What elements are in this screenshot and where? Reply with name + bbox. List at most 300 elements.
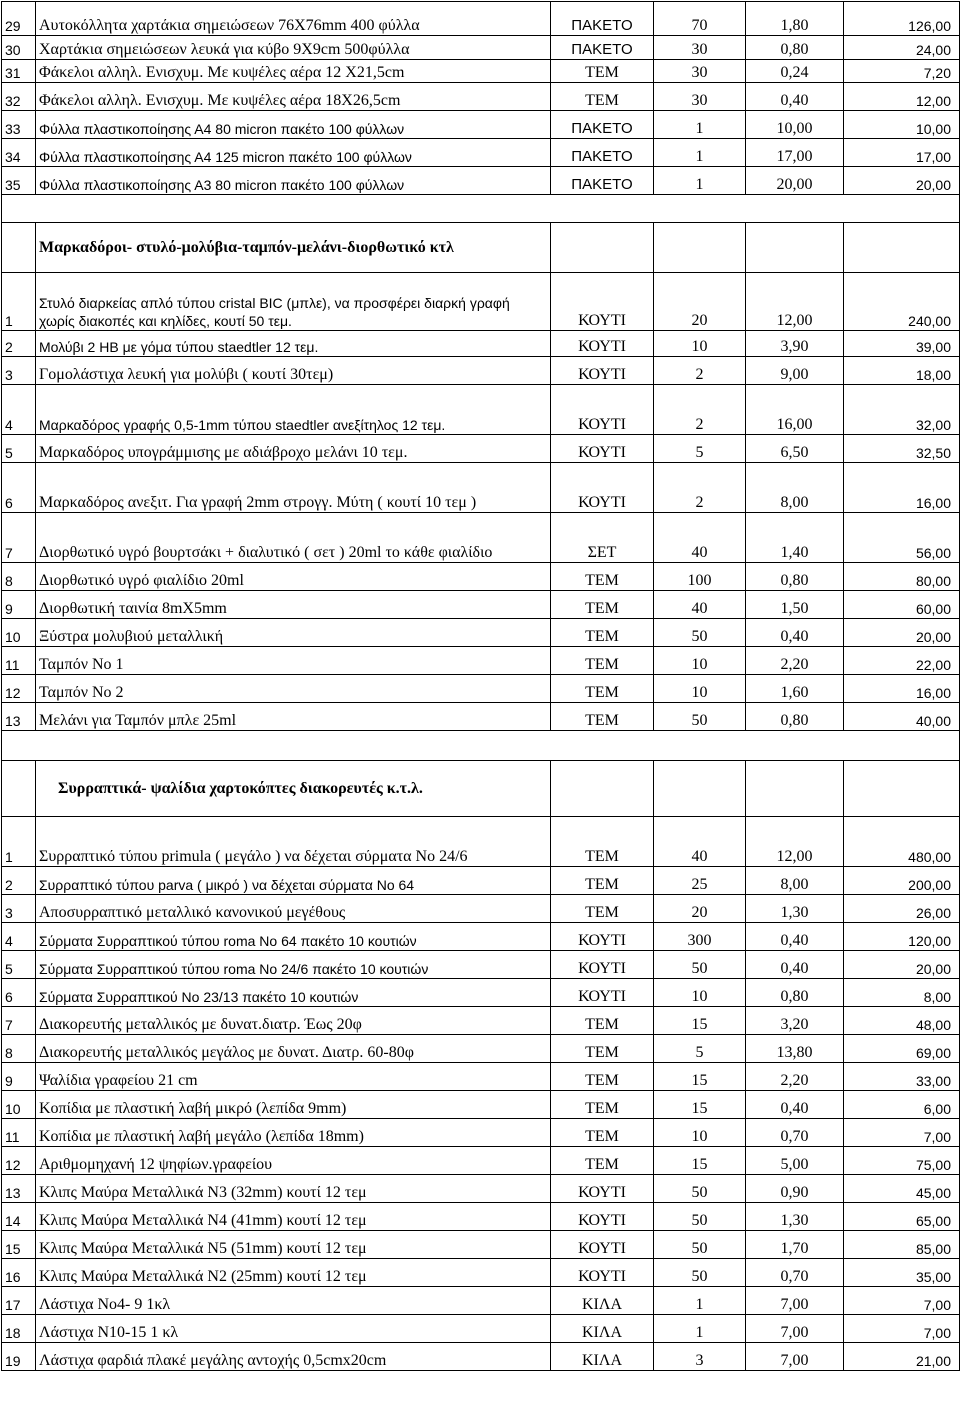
- table-row: [2, 463, 960, 513]
- price-cell: 13,80: [746, 1035, 844, 1063]
- table-row: [2, 1315, 960, 1343]
- spacer-cell: [551, 195, 654, 223]
- item-description: Φύλλα πλαστικοποίησης Α4 125 micron πακέτο 100 φύλλων: [36, 139, 551, 167]
- unit-cell: ΠΑΚΕΤΟ: [551, 111, 654, 139]
- price-table: [1, 1, 960, 1371]
- item-description: Αποσυρραπτικό μεταλλικό κανονικού μεγέθους: [36, 895, 551, 923]
- unit-cell: ΚΙΛΑ: [551, 1343, 654, 1371]
- total-cell: 120,00: [844, 923, 960, 951]
- unit-cell: ΚΟΥΤΙ: [551, 273, 654, 331]
- row-number: 1: [2, 273, 36, 331]
- total-cell: 480,00: [844, 817, 960, 867]
- table-row: [2, 979, 960, 1007]
- qty-cell: 5: [654, 1035, 746, 1063]
- table-row: [2, 1203, 960, 1231]
- item-description: Διακορευτής μεταλλικός μεγάλος με δυνατ. Διατρ. 60-80φ: [36, 1035, 551, 1063]
- unit-cell: ΚΟΥΤΙ: [551, 923, 654, 951]
- price-cell: 5,00: [746, 1147, 844, 1175]
- item-description: Φύλλα πλαστικοποίησης Α3 80 micron πακέτο 100 φύλλων: [36, 167, 551, 195]
- price-cell: 0,90: [746, 1175, 844, 1203]
- qty-cell: 1: [654, 1287, 746, 1315]
- table-row: [2, 817, 960, 867]
- table-row: [2, 60, 960, 83]
- total-cell: 33,00: [844, 1063, 960, 1091]
- qty-cell: 15: [654, 1063, 746, 1091]
- total-cell: 45,00: [844, 1175, 960, 1203]
- unit-cell: ΤΕΜ: [551, 1147, 654, 1175]
- price-cell: 1,60: [746, 675, 844, 703]
- qty-cell: 40: [654, 817, 746, 867]
- total-cell: 18,00: [844, 357, 960, 385]
- table-row: [2, 675, 960, 703]
- unit-cell: ΚΟΥΤΙ: [551, 1175, 654, 1203]
- row-number: 11: [2, 647, 36, 675]
- item-description: Γομολάστιχα λευκή για μολύβι ( κουτί 30τεμ): [36, 357, 551, 385]
- total-cell: 22,00: [844, 647, 960, 675]
- total-cell: 16,00: [844, 675, 960, 703]
- table-row: [2, 591, 960, 619]
- table-row: [2, 1119, 960, 1147]
- table-row: [2, 385, 960, 435]
- item-description: Λάστιχα Νο4- 9 1κλ: [36, 1287, 551, 1315]
- unit-cell: ΚΙΛΑ: [551, 1315, 654, 1343]
- unit-cell: ΤΕΜ: [551, 675, 654, 703]
- unit-cell: ΚΟΥΤΙ: [551, 1231, 654, 1259]
- table-row: [2, 273, 960, 331]
- qty-cell: 10: [654, 1119, 746, 1147]
- table-row: [2, 513, 960, 563]
- unit-cell: ΤΕΜ: [551, 817, 654, 867]
- item-description: Μαρκαδόρος υπογράμμισης με αδιάβροχο μελάνι 10 τεμ.: [36, 435, 551, 463]
- qty-cell: [654, 761, 746, 817]
- total-cell: 10,00: [844, 111, 960, 139]
- spacer-cell: [551, 731, 654, 761]
- item-description: Φάκελοι αλληλ. Ενισχυμ. Με κυψέλες αέρα 18Χ26,5cm: [36, 83, 551, 111]
- item-description: Σύρματα Συρραπτικού Νο 23/13 πακέτο 10 κουτιών: [36, 979, 551, 1007]
- price-cell: 0,40: [746, 1091, 844, 1119]
- table-row: [2, 83, 960, 111]
- price-cell: 1,40: [746, 513, 844, 563]
- unit-cell: ΚΟΥΤΙ: [551, 385, 654, 435]
- table-row: [2, 1035, 960, 1063]
- item-description: Ψαλίδια γραφείου 21 cm: [36, 1063, 551, 1091]
- unit-cell: ΚΟΥΤΙ: [551, 463, 654, 513]
- qty-cell: 15: [654, 1007, 746, 1035]
- item-description: Ταμπόν Νο 1: [36, 647, 551, 675]
- item-description: Διορθωτική ταινία 8mΧ5mm: [36, 591, 551, 619]
- qty-cell: 10: [654, 647, 746, 675]
- item-description: Λάστιχα φαρδιά πλακέ μεγάλης αντοχής 0,5cmx20cm: [36, 1343, 551, 1371]
- qty-cell: 2: [654, 357, 746, 385]
- row-number: 31: [2, 60, 36, 83]
- qty-cell: 30: [654, 36, 746, 60]
- table-row: [2, 1063, 960, 1091]
- total-cell: [844, 761, 960, 817]
- total-cell: 21,00: [844, 1343, 960, 1371]
- qty-cell: 1: [654, 111, 746, 139]
- item-description: Μαρκαδόρος ανεξιτ. Για γραφή 2mm στρογγ. Μύτη ( κουτί 10 τεμ ): [36, 463, 551, 513]
- qty-cell: 70: [654, 2, 746, 36]
- total-cell: 85,00: [844, 1231, 960, 1259]
- spacer-cell: [844, 195, 960, 223]
- table-row: [2, 139, 960, 167]
- price-cell: 0,24: [746, 60, 844, 83]
- row-number: [2, 761, 36, 817]
- price-cell: 2,20: [746, 1063, 844, 1091]
- total-cell: 7,00: [844, 1119, 960, 1147]
- qty-cell: 50: [654, 703, 746, 731]
- row-number: 2: [2, 331, 36, 357]
- qty-cell: 5: [654, 435, 746, 463]
- row-number: 34: [2, 139, 36, 167]
- row-number: 12: [2, 675, 36, 703]
- unit-cell: ΤΕΜ: [551, 1091, 654, 1119]
- total-cell: 20,00: [844, 951, 960, 979]
- price-table-body: [2, 2, 960, 1371]
- table-row: [2, 1343, 960, 1371]
- table-row: [2, 951, 960, 979]
- unit-cell: ΚΙΛΑ: [551, 1287, 654, 1315]
- total-cell: 240,00: [844, 273, 960, 331]
- table-row: [2, 619, 960, 647]
- item-description: Φάκελοι αλληλ. Ενισχυμ. Με κυψέλες αέρα 12 Χ21,5cm: [36, 60, 551, 83]
- row-number: 8: [2, 563, 36, 591]
- spacer-cell: [746, 731, 844, 761]
- row-number: 9: [2, 1063, 36, 1091]
- qty-cell: [654, 223, 746, 273]
- item-description: Κοπίδια με πλαστική λαβή μικρό (λεπίδα 9mm): [36, 1091, 551, 1119]
- total-cell: 35,00: [844, 1259, 960, 1287]
- item-description: Μελάνι για Ταμπόν μπλε 25ml: [36, 703, 551, 731]
- qty-cell: 40: [654, 591, 746, 619]
- price-cell: [746, 761, 844, 817]
- row-number: 30: [2, 36, 36, 60]
- price-cell: 2,20: [746, 647, 844, 675]
- price-cell: 7,00: [746, 1287, 844, 1315]
- item-description: Κλιπς Μαύρα Μεταλλικά Ν3 (32mm) κουτί 12 τεμ: [36, 1175, 551, 1203]
- price-cell: 0,70: [746, 1119, 844, 1147]
- price-cell: 1,50: [746, 591, 844, 619]
- row-number: 4: [2, 923, 36, 951]
- spacer-cell: [36, 731, 551, 761]
- total-cell: 20,00: [844, 167, 960, 195]
- total-cell: 80,00: [844, 563, 960, 591]
- price-cell: 3,20: [746, 1007, 844, 1035]
- row-number: 7: [2, 1007, 36, 1035]
- price-cell: 0,70: [746, 1259, 844, 1287]
- item-description: Κλιπς Μαύρα Μεταλλικά Ν2 (25mm) κουτί 12 τεμ: [36, 1259, 551, 1287]
- row-number: 5: [2, 435, 36, 463]
- row-number: 8: [2, 1035, 36, 1063]
- qty-cell: 30: [654, 83, 746, 111]
- row-number: 32: [2, 83, 36, 111]
- spacer-cell: [36, 195, 551, 223]
- qty-cell: 50: [654, 951, 746, 979]
- spacer-cell: [654, 195, 746, 223]
- unit-cell: ΚΟΥΤΙ: [551, 1259, 654, 1287]
- row-number: 33: [2, 111, 36, 139]
- qty-cell: 100: [654, 563, 746, 591]
- row-number: 2: [2, 867, 36, 895]
- row-number: 13: [2, 703, 36, 731]
- table-row: [2, 2, 960, 36]
- price-cell: 3,90: [746, 331, 844, 357]
- table-row: [2, 703, 960, 731]
- row-number: 18: [2, 1315, 36, 1343]
- price-cell: 0,40: [746, 619, 844, 647]
- table-row: [2, 357, 960, 385]
- item-description: Ξύστρα μολυβιού μεταλλική: [36, 619, 551, 647]
- section-heading: Μαρκαδόροι- στυλό-μολύβια-ταμπόν-μελάνι-διορθωτικό κτλ: [36, 223, 551, 273]
- total-cell: 16,00: [844, 463, 960, 513]
- row-number: 5: [2, 951, 36, 979]
- total-cell: 39,00: [844, 331, 960, 357]
- unit-cell: ΤΕΜ: [551, 83, 654, 111]
- price-cell: 0,40: [746, 951, 844, 979]
- unit-cell: ΚΟΥΤΙ: [551, 1203, 654, 1231]
- item-description: Κλιπς Μαύρα Μεταλλικά Ν5 (51mm) κουτί 12 τεμ: [36, 1231, 551, 1259]
- price-cell: 1,30: [746, 895, 844, 923]
- table-row: [2, 331, 960, 357]
- qty-cell: 15: [654, 1091, 746, 1119]
- qty-cell: 50: [654, 1231, 746, 1259]
- total-cell: 17,00: [844, 139, 960, 167]
- qty-cell: 50: [654, 1175, 746, 1203]
- qty-cell: 10: [654, 979, 746, 1007]
- price-cell: 12,00: [746, 273, 844, 331]
- qty-cell: 30: [654, 60, 746, 83]
- price-cell: 0,40: [746, 923, 844, 951]
- table-row: [2, 1147, 960, 1175]
- item-description: Φύλλα πλαστικοποίησης Α4 80 micron πακέτο 100 φύλλων: [36, 111, 551, 139]
- total-cell: 32,00: [844, 385, 960, 435]
- row-number: 6: [2, 979, 36, 1007]
- total-cell: 20,00: [844, 619, 960, 647]
- price-cell: 10,00: [746, 111, 844, 139]
- price-cell: 20,00: [746, 167, 844, 195]
- spacer-cell: [746, 195, 844, 223]
- total-cell: 7,20: [844, 60, 960, 83]
- unit-cell: ΠΑΚΕΤΟ: [551, 139, 654, 167]
- item-description: Αριθμομηχανή 12 ψηφίων.γραφείου: [36, 1147, 551, 1175]
- row-number: 29: [2, 2, 36, 36]
- unit-cell: ΤΕΜ: [551, 1035, 654, 1063]
- unit-cell: ΚΟΥΤΙ: [551, 357, 654, 385]
- unit-cell: ΤΕΜ: [551, 563, 654, 591]
- row-number: 10: [2, 619, 36, 647]
- price-cell: 17,00: [746, 139, 844, 167]
- item-description: Ταμπόν Νο 2: [36, 675, 551, 703]
- section-heading: Συρραπτικά- ψαλίδια χαρτοκόπτες διακορευτές κ.τ.λ.: [36, 761, 551, 817]
- table-row: [2, 435, 960, 463]
- qty-cell: 50: [654, 1259, 746, 1287]
- price-cell: 1,80: [746, 2, 844, 36]
- row-number: 4: [2, 385, 36, 435]
- row-number: 3: [2, 895, 36, 923]
- price-cell: 1,30: [746, 1203, 844, 1231]
- row-number: 14: [2, 1203, 36, 1231]
- section-heading-row: [2, 761, 960, 817]
- qty-cell: 3: [654, 1343, 746, 1371]
- row-number: [2, 223, 36, 273]
- qty-cell: 2: [654, 385, 746, 435]
- item-description: Στυλό διαρκείας απλό τύπου cristal BIC (μπλε), να προσφέρει διαρκή γραφή χωρίς διακοπές και κηλίδες, κουτί 50 τεμ.: [36, 273, 551, 331]
- price-cell: 9,00: [746, 357, 844, 385]
- unit-cell: ΤΕΜ: [551, 591, 654, 619]
- row-number: 17: [2, 1287, 36, 1315]
- item-description: Λάστιχα Ν10-15 1 κλ: [36, 1315, 551, 1343]
- unit-cell: ΚΟΥΤΙ: [551, 951, 654, 979]
- table-row: [2, 36, 960, 60]
- item-description: Κοπίδια με πλαστική λαβή μεγάλο (λεπίδα 18mm): [36, 1119, 551, 1147]
- item-description: Διορθωτικό υγρό βουρτσάκι + διαλυτικό ( σετ ) 20ml το κάθε φιαλίδιο: [36, 513, 551, 563]
- unit-cell: ΠΑΚΕΤΟ: [551, 2, 654, 36]
- table-row: [2, 563, 960, 591]
- row-number: 7: [2, 513, 36, 563]
- unit-cell: ΤΕΜ: [551, 619, 654, 647]
- unit-cell: ΚΟΥΤΙ: [551, 435, 654, 463]
- spacer-cell: [2, 731, 36, 761]
- row-number: 9: [2, 591, 36, 619]
- qty-cell: 300: [654, 923, 746, 951]
- qty-cell: 10: [654, 675, 746, 703]
- price-cell: 7,00: [746, 1315, 844, 1343]
- table-row: [2, 111, 960, 139]
- row-number: 16: [2, 1259, 36, 1287]
- price-cell: 0,80: [746, 36, 844, 60]
- table-row: [2, 1287, 960, 1315]
- row-number: 35: [2, 167, 36, 195]
- row-number: 1: [2, 817, 36, 867]
- total-cell: 69,00: [844, 1035, 960, 1063]
- unit-cell: ΤΕΜ: [551, 895, 654, 923]
- item-description: Διορθωτικό υγρό φιαλίδιο 20ml: [36, 563, 551, 591]
- unit-cell: [551, 761, 654, 817]
- item-description: Συρραπτικό τύπου parva ( μικρό ) να δέχεται σύρματα Νο 64: [36, 867, 551, 895]
- qty-cell: 1: [654, 167, 746, 195]
- qty-cell: 10: [654, 331, 746, 357]
- spacer-cell: [654, 731, 746, 761]
- total-cell: 126,00: [844, 2, 960, 36]
- total-cell: 200,00: [844, 867, 960, 895]
- item-description: Διακορευτής μεταλλικός με δυνατ.διατρ. Έως 20φ: [36, 1007, 551, 1035]
- qty-cell: 20: [654, 895, 746, 923]
- section-spacer: [2, 195, 960, 223]
- qty-cell: 50: [654, 619, 746, 647]
- price-cell: 1,70: [746, 1231, 844, 1259]
- total-cell: 7,00: [844, 1315, 960, 1343]
- total-cell: 60,00: [844, 591, 960, 619]
- table-row: [2, 167, 960, 195]
- qty-cell: 2: [654, 463, 746, 513]
- unit-cell: ΤΕΜ: [551, 703, 654, 731]
- unit-cell: ΤΕΜ: [551, 1007, 654, 1035]
- item-description: Αυτοκόλλητα χαρτάκια σημειώσεων 76Χ76mm 400 φύλλα: [36, 2, 551, 36]
- unit-cell: ΣΕΤ: [551, 513, 654, 563]
- row-number: 15: [2, 1231, 36, 1259]
- unit-cell: [551, 223, 654, 273]
- spacer-cell: [2, 195, 36, 223]
- qty-cell: 1: [654, 1315, 746, 1343]
- total-cell: 24,00: [844, 36, 960, 60]
- total-cell: 7,00: [844, 1287, 960, 1315]
- spacer-cell: [844, 731, 960, 761]
- row-number: 10: [2, 1091, 36, 1119]
- total-cell: 48,00: [844, 1007, 960, 1035]
- table-row: [2, 647, 960, 675]
- unit-cell: ΠΑΚΕΤΟ: [551, 36, 654, 60]
- item-description: Σύρματα Συρραπτικού τύπου roma Νο 24/6 πακέτο 10 κουτιών: [36, 951, 551, 979]
- table-row: [2, 1091, 960, 1119]
- total-cell: 8,00: [844, 979, 960, 1007]
- unit-cell: ΚΟΥΤΙ: [551, 331, 654, 357]
- price-cell: 0,40: [746, 83, 844, 111]
- table-row: [2, 1259, 960, 1287]
- total-cell: [844, 223, 960, 273]
- table-row: [2, 1175, 960, 1203]
- total-cell: 65,00: [844, 1203, 960, 1231]
- unit-cell: ΤΕΜ: [551, 867, 654, 895]
- section-heading-row: [2, 223, 960, 273]
- qty-cell: 1: [654, 139, 746, 167]
- price-cell: [746, 223, 844, 273]
- total-cell: 26,00: [844, 895, 960, 923]
- price-cell: 8,00: [746, 867, 844, 895]
- section-spacer: [2, 731, 960, 761]
- price-cell: 8,00: [746, 463, 844, 513]
- total-cell: 40,00: [844, 703, 960, 731]
- qty-cell: 25: [654, 867, 746, 895]
- unit-cell: ΤΕΜ: [551, 60, 654, 83]
- unit-cell: ΤΕΜ: [551, 1063, 654, 1091]
- item-description: Χαρτάκια σημειώσεων λευκά για κύβο 9Χ9cm 500φύλλα: [36, 36, 551, 60]
- unit-cell: ΤΕΜ: [551, 1119, 654, 1147]
- table-row: [2, 1007, 960, 1035]
- row-number: 19: [2, 1343, 36, 1371]
- row-number: 3: [2, 357, 36, 385]
- table-row: [2, 895, 960, 923]
- price-cell: 0,80: [746, 979, 844, 1007]
- total-cell: 56,00: [844, 513, 960, 563]
- row-number: 6: [2, 463, 36, 513]
- qty-cell: 40: [654, 513, 746, 563]
- total-cell: 32,50: [844, 435, 960, 463]
- total-cell: 75,00: [844, 1147, 960, 1175]
- row-number: 11: [2, 1119, 36, 1147]
- unit-cell: ΤΕΜ: [551, 647, 654, 675]
- qty-cell: 20: [654, 273, 746, 331]
- item-description: Συρραπτικό τύπου primula ( μεγάλο ) να δέχεται σύρματα Νο 24/6: [36, 817, 551, 867]
- qty-cell: 15: [654, 1147, 746, 1175]
- table-row: [2, 923, 960, 951]
- item-description: Μολύβι 2 ΗΒ με γόμα τύπου staedtler 12 τεμ.: [36, 331, 551, 357]
- table-row: [2, 867, 960, 895]
- unit-cell: ΚΟΥΤΙ: [551, 979, 654, 1007]
- price-cell: 0,80: [746, 563, 844, 591]
- row-number: 12: [2, 1147, 36, 1175]
- item-description: Μαρκαδόρος γραφής 0,5-1mm τύπου staedtler ανεξίτηλος 12 τεμ.: [36, 385, 551, 435]
- item-description: Σύρματα Συρραπτικού τύπου roma Νο 64 πακέτο 10 κουτιών: [36, 923, 551, 951]
- price-cell: 6,50: [746, 435, 844, 463]
- unit-cell: ΠΑΚΕΤΟ: [551, 167, 654, 195]
- item-description: Κλιπς Μαύρα Μεταλλικά Ν4 (41mm) κουτί 12 τεμ: [36, 1203, 551, 1231]
- price-cell: 7,00: [746, 1343, 844, 1371]
- table-row: [2, 1231, 960, 1259]
- qty-cell: 50: [654, 1203, 746, 1231]
- total-cell: 6,00: [844, 1091, 960, 1119]
- price-cell: 16,00: [746, 385, 844, 435]
- row-number: 13: [2, 1175, 36, 1203]
